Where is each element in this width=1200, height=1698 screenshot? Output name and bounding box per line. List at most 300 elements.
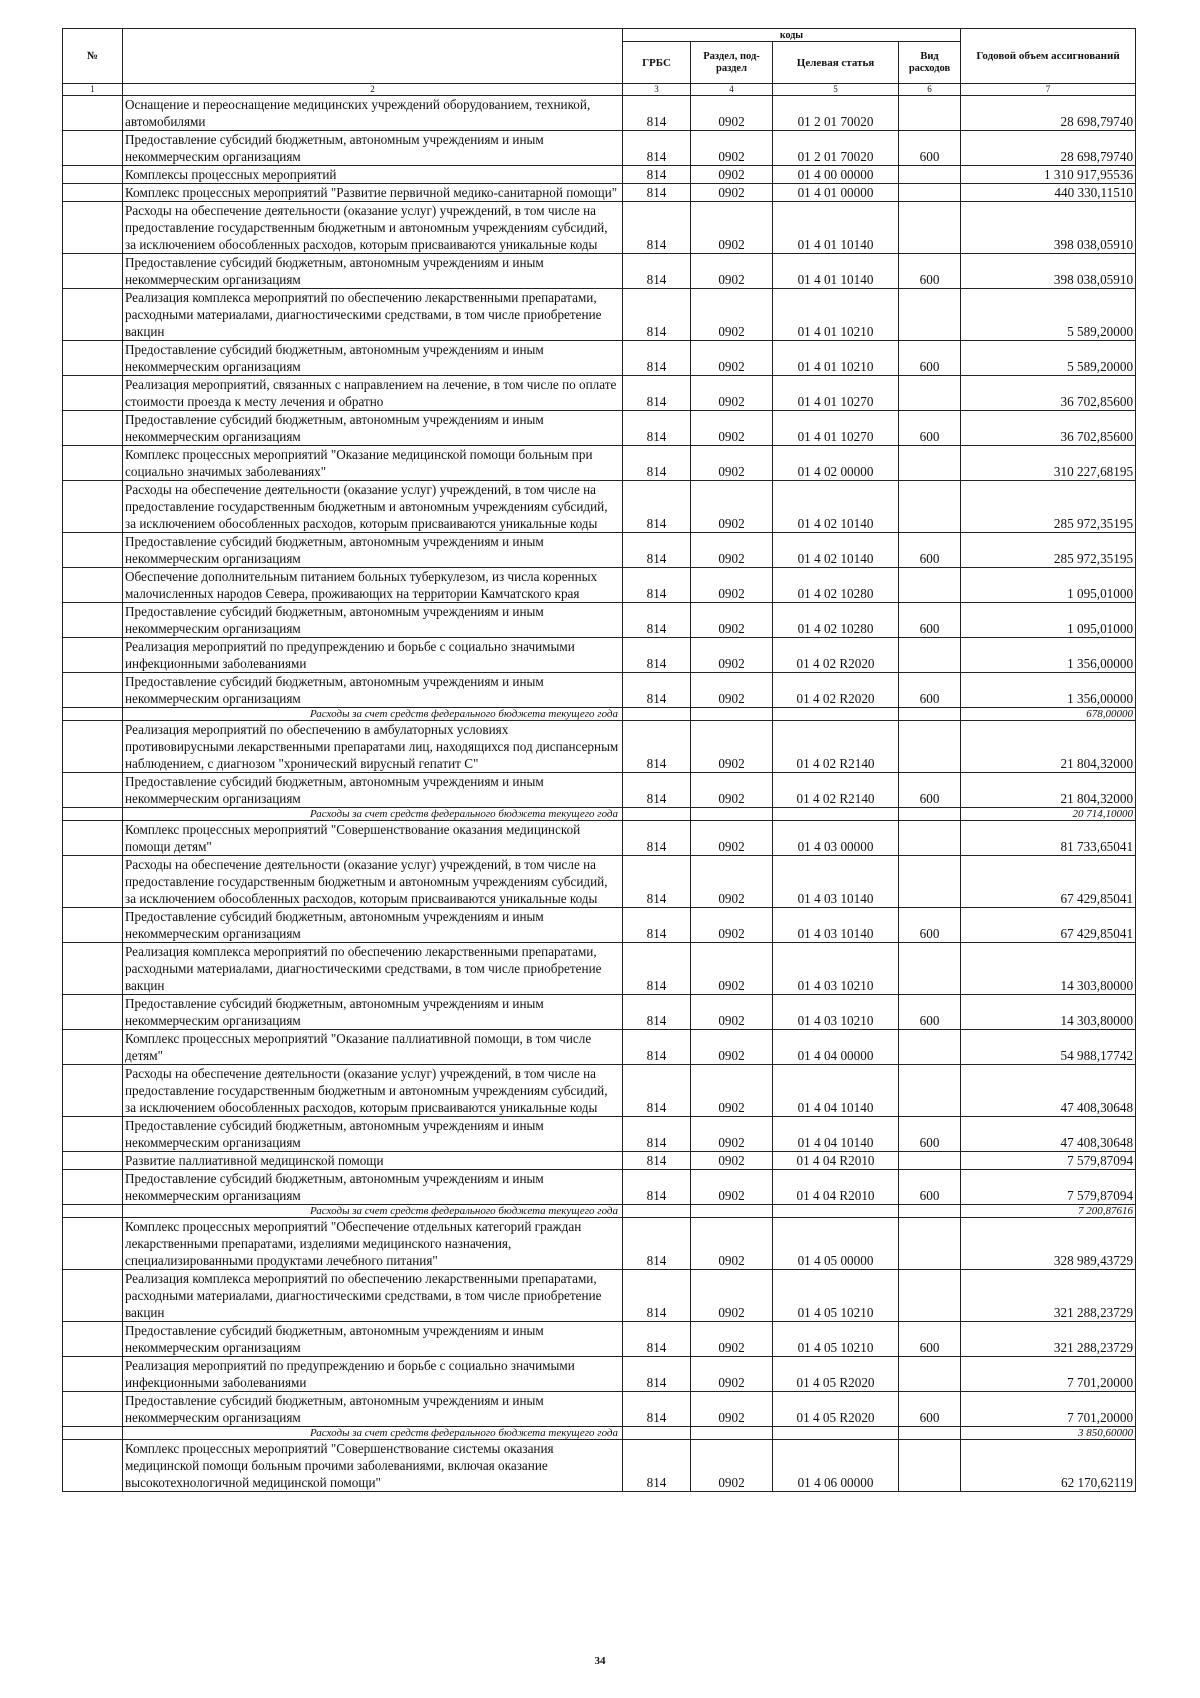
number-cell: [63, 673, 123, 708]
amount-cell: 36 702,85600: [961, 376, 1136, 411]
expense-type-cell: [899, 96, 961, 131]
target-article-cell: [773, 1427, 899, 1440]
number-cell: [63, 1152, 123, 1170]
amount-cell: 678,00000: [961, 708, 1136, 721]
target-article-cell: 01 4 01 10210: [773, 341, 899, 376]
razdel-cell: 0902: [691, 1218, 773, 1270]
table-row: [63, 721, 1136, 773]
expense-type-cell: 600: [899, 411, 961, 446]
grbs-cell: 814: [623, 446, 691, 481]
razdel-cell: [691, 708, 773, 721]
table-row: [63, 1152, 1136, 1170]
grbs-cell: 814: [623, 1357, 691, 1392]
name-cell: Предоставление субсидий бюджетным, автономным учреждениям и иным некоммерческим организациям: [123, 673, 623, 708]
grbs-cell: 814: [623, 1170, 691, 1205]
target-article-cell: 01 4 01 10210: [773, 289, 899, 341]
number-cell: [63, 411, 123, 446]
expense-type-cell: [899, 856, 961, 908]
number-cell: [63, 533, 123, 568]
razdel-cell: 0902: [691, 131, 773, 166]
amount-cell: 7 579,87094: [961, 1152, 1136, 1170]
budget-table: [62, 28, 1136, 1492]
number-cell: [63, 1322, 123, 1357]
table-row: [63, 411, 1136, 446]
razdel-cell: 0902: [691, 673, 773, 708]
razdel-cell: 0902: [691, 202, 773, 254]
table-row: [63, 856, 1136, 908]
number-cell: [63, 254, 123, 289]
grbs-cell: 814: [623, 184, 691, 202]
amount-cell: 7 701,20000: [961, 1357, 1136, 1392]
amount-cell: 67 429,85041: [961, 908, 1136, 943]
razdel-cell: 0902: [691, 603, 773, 638]
number-cell: [63, 1218, 123, 1270]
grbs-cell: 814: [623, 943, 691, 995]
table-row: [63, 1440, 1136, 1492]
expense-type-cell: [899, 166, 961, 184]
amount-cell: 285 972,35195: [961, 533, 1136, 568]
table-row: [63, 821, 1136, 856]
table-row: [63, 773, 1136, 808]
name-cell: Расходы за счет средств федерального бюджета текущего года: [123, 1427, 623, 1440]
expense-type-cell: 600: [899, 1392, 961, 1427]
name-cell: Комплекс процессных мероприятий "Развитие первичной медико-санитарной помощи": [123, 184, 623, 202]
grbs-cell: 814: [623, 568, 691, 603]
name-cell: Расходы за счет средств федерального бюджета текущего года: [123, 708, 623, 721]
number-cell: [63, 708, 123, 721]
number-cell: [63, 603, 123, 638]
grbs-cell: [623, 1427, 691, 1440]
grbs-cell: 814: [623, 638, 691, 673]
grbs-cell: 814: [623, 533, 691, 568]
name-cell: Предоставление субсидий бюджетным, автономным учреждениям и иным некоммерческим организациям: [123, 995, 623, 1030]
target-article-cell: 01 4 05 00000: [773, 1218, 899, 1270]
razdel-cell: 0902: [691, 773, 773, 808]
header-name: [123, 29, 623, 84]
amount-cell: 1 356,00000: [961, 673, 1136, 708]
target-article-cell: 01 4 01 10140: [773, 254, 899, 289]
table-row: [63, 184, 1136, 202]
name-cell: Предоставление субсидий бюджетным, автономным учреждениям и иным некоммерческим организациям: [123, 411, 623, 446]
column-number: 5: [773, 84, 899, 96]
amount-cell: 7 701,20000: [961, 1392, 1136, 1427]
table-row: [63, 341, 1136, 376]
grbs-cell: 814: [623, 773, 691, 808]
razdel-cell: 0902: [691, 254, 773, 289]
table-row: [63, 1322, 1136, 1357]
razdel-cell: 0902: [691, 856, 773, 908]
grbs-cell: 814: [623, 995, 691, 1030]
name-cell: Реализация мероприятий, связанных с направлением на лечение, в том числе по оплате стоимости проезда к месту лечения и обратно: [123, 376, 623, 411]
number-cell: [63, 721, 123, 773]
table-row: [63, 1170, 1136, 1205]
target-article-cell: 01 4 02 R2140: [773, 773, 899, 808]
budget-document: [62, 28, 1135, 1492]
razdel-cell: 0902: [691, 1440, 773, 1492]
number-cell: [63, 131, 123, 166]
razdel-cell: [691, 1205, 773, 1218]
header-number: №: [63, 29, 123, 84]
razdel-cell: 0902: [691, 1322, 773, 1357]
expense-type-cell: [899, 289, 961, 341]
expense-type-cell: 600: [899, 1322, 961, 1357]
name-cell: Предоставление субсидий бюджетным, автономным учреждениям и иным некоммерческим организациям: [123, 1117, 623, 1152]
number-cell: [63, 289, 123, 341]
name-cell: Комплекс процессных мероприятий "Оказание паллиативной помощи, в том числе детям": [123, 1030, 623, 1065]
expense-type-cell: [899, 943, 961, 995]
expense-type-cell: [899, 1030, 961, 1065]
target-article-cell: [773, 808, 899, 821]
amount-cell: 7 579,87094: [961, 1170, 1136, 1205]
number-cell: [63, 1357, 123, 1392]
grbs-cell: 814: [623, 341, 691, 376]
grbs-cell: 814: [623, 131, 691, 166]
grbs-cell: 814: [623, 1392, 691, 1427]
grbs-cell: 814: [623, 1440, 691, 1492]
target-article-cell: 01 4 00 00000: [773, 166, 899, 184]
name-cell: Реализация мероприятий по обеспечению в амбулаторных условиях противовирусными лекарственными препаратами лиц, находящихся под диспансерным наблюдением, с диагнозом "хронический вирусный гепатит С": [123, 721, 623, 773]
amount-cell: 54 988,17742: [961, 1030, 1136, 1065]
razdel-cell: 0902: [691, 376, 773, 411]
amount-cell: 21 804,32000: [961, 721, 1136, 773]
target-article-cell: 01 4 01 10140: [773, 202, 899, 254]
name-cell: Реализация мероприятий по предупреждению и борьбе с социально значимыми инфекционными заболеваниями: [123, 638, 623, 673]
header-expense-type: Вид расходов: [899, 42, 961, 84]
expense-type-cell: [899, 1440, 961, 1492]
column-number: 4: [691, 84, 773, 96]
expense-type-cell: [899, 821, 961, 856]
target-article-cell: 01 2 01 70020: [773, 96, 899, 131]
target-article-cell: 01 4 02 10140: [773, 481, 899, 533]
header-razdel: Раздел, под-раздел: [691, 42, 773, 84]
table-row: [63, 1392, 1136, 1427]
name-cell: Расходы за счет средств федерального бюджета текущего года: [123, 808, 623, 821]
expense-type-cell: [899, 1270, 961, 1322]
number-cell: [63, 96, 123, 131]
razdel-cell: 0902: [691, 1170, 773, 1205]
number-cell: [63, 773, 123, 808]
target-article-cell: 01 4 03 00000: [773, 821, 899, 856]
table-row: [63, 1117, 1136, 1152]
table-row: [63, 943, 1136, 995]
column-number: 2: [123, 84, 623, 96]
grbs-cell: 814: [623, 1117, 691, 1152]
number-cell: [63, 1392, 123, 1427]
expense-type-cell: [899, 708, 961, 721]
grbs-cell: 814: [623, 481, 691, 533]
expense-type-cell: [899, 721, 961, 773]
target-article-cell: 01 4 02 10280: [773, 603, 899, 638]
table-body: [63, 96, 1136, 1492]
razdel-cell: 0902: [691, 821, 773, 856]
grbs-cell: 814: [623, 1065, 691, 1117]
name-cell: Комплекс процессных мероприятий "Совершенствование системы оказания медицинской помощи больным прочими заболеваниями, включая оказание высокотехнологичной медицинской помощи": [123, 1440, 623, 1492]
amount-cell: 1 095,01000: [961, 603, 1136, 638]
number-cell: [63, 1170, 123, 1205]
number-cell: [63, 1030, 123, 1065]
name-cell: Предоставление субсидий бюджетным, автономным учреждениям и иным некоммерческим организациям: [123, 773, 623, 808]
number-cell: [63, 908, 123, 943]
name-cell: Расходы на обеспечение деятельности (оказание услуг) учреждений, в том числе на предоставление государственным бюджетным и автономным учреждениям субсидий, за исключением обособленных расходов, которым присваиваются уникальные коды: [123, 481, 623, 533]
expense-type-cell: 600: [899, 1170, 961, 1205]
target-article-cell: 01 4 04 00000: [773, 1030, 899, 1065]
grbs-cell: 814: [623, 821, 691, 856]
table-row: [63, 673, 1136, 708]
number-cell: [63, 376, 123, 411]
table-row: [63, 1270, 1136, 1322]
expense-type-cell: [899, 376, 961, 411]
razdel-cell: 0902: [691, 1030, 773, 1065]
expense-type-cell: [899, 1152, 961, 1170]
name-cell: Реализация комплекса мероприятий по обеспечению лекарственными препаратами, расходными материалами, диагностическими средствами, в том числе приобретение вакцин: [123, 289, 623, 341]
name-cell: Реализация комплекса мероприятий по обеспечению лекарственными препаратами, расходными материалами, диагностическими средствами, в том числе приобретение вакцин: [123, 943, 623, 995]
expense-type-cell: [899, 808, 961, 821]
grbs-cell: 814: [623, 289, 691, 341]
table-row: [63, 376, 1136, 411]
target-article-cell: 01 4 05 10210: [773, 1322, 899, 1357]
federal-note-row: [63, 808, 1136, 821]
amount-cell: 440 330,11510: [961, 184, 1136, 202]
name-cell: Комплекс процессных мероприятий "Оказание медицинской помощи больным при социально значимых заболеваниях": [123, 446, 623, 481]
expense-type-cell: 600: [899, 908, 961, 943]
expense-type-cell: 600: [899, 254, 961, 289]
razdel-cell: 0902: [691, 446, 773, 481]
target-article-cell: 01 2 01 70020: [773, 131, 899, 166]
amount-cell: 398 038,05910: [961, 202, 1136, 254]
number-cell: [63, 995, 123, 1030]
amount-cell: 47 408,30648: [961, 1065, 1136, 1117]
table-row: [63, 96, 1136, 131]
amount-cell: 7 200,87616: [961, 1205, 1136, 1218]
federal-note-row: [63, 1427, 1136, 1440]
header-codes: коды: [623, 29, 961, 42]
target-article-cell: [773, 1205, 899, 1218]
amount-cell: 398 038,05910: [961, 254, 1136, 289]
header-grbs: ГРБС: [623, 42, 691, 84]
target-article-cell: 01 4 01 10270: [773, 376, 899, 411]
target-article-cell: 01 4 05 R2020: [773, 1357, 899, 1392]
name-cell: Предоставление субсидий бюджетным, автономным учреждениям и иным некоммерческим организациям: [123, 1322, 623, 1357]
target-article-cell: 01 4 01 00000: [773, 184, 899, 202]
razdel-cell: 0902: [691, 1270, 773, 1322]
amount-cell: 28 698,79740: [961, 96, 1136, 131]
number-cell: [63, 808, 123, 821]
target-article-cell: 01 4 02 R2020: [773, 673, 899, 708]
number-cell: [63, 1117, 123, 1152]
grbs-cell: 814: [623, 376, 691, 411]
razdel-cell: 0902: [691, 721, 773, 773]
target-article-cell: [773, 708, 899, 721]
name-cell: Комплекс процессных мероприятий "Обеспечение отдельных категорий граждан лекарственными препаратами, изделиями медицинского назначения, специализированными продуктами лечебного питания": [123, 1218, 623, 1270]
name-cell: Расходы на обеспечение деятельности (оказание услуг) учреждений, в том числе на предоставление государственным бюджетным и автономным учреждениям субсидий, за исключением обособленных расходов, которым присваиваются уникальные коды: [123, 1065, 623, 1117]
amount-cell: 5 589,20000: [961, 341, 1136, 376]
expense-type-cell: [899, 1065, 961, 1117]
amount-cell: 14 303,80000: [961, 943, 1136, 995]
header-target-article: Целевая статья: [773, 42, 899, 84]
razdel-cell: 0902: [691, 1117, 773, 1152]
target-article-cell: 01 4 03 10210: [773, 995, 899, 1030]
expense-type-cell: 600: [899, 1117, 961, 1152]
column-numbers-row: [63, 84, 1136, 96]
column-number: 7: [961, 84, 1136, 96]
grbs-cell: 814: [623, 856, 691, 908]
amount-cell: 21 804,32000: [961, 773, 1136, 808]
expense-type-cell: [899, 638, 961, 673]
federal-note-row: [63, 708, 1136, 721]
expense-type-cell: [899, 1205, 961, 1218]
number-cell: [63, 568, 123, 603]
grbs-cell: 814: [623, 96, 691, 131]
target-article-cell: 01 4 03 10140: [773, 856, 899, 908]
razdel-cell: 0902: [691, 1392, 773, 1427]
table-row: [63, 131, 1136, 166]
razdel-cell: 0902: [691, 341, 773, 376]
razdel-cell: 0902: [691, 1152, 773, 1170]
number-cell: [63, 1205, 123, 1218]
number-cell: [63, 856, 123, 908]
razdel-cell: 0902: [691, 289, 773, 341]
amount-cell: 81 733,65041: [961, 821, 1136, 856]
number-cell: [63, 638, 123, 673]
amount-cell: 62 170,62119: [961, 1440, 1136, 1492]
name-cell: Оснащение и переоснащение медицинских учреждений оборудованием, техникой, автомобилями: [123, 96, 623, 131]
federal-note-row: [63, 1205, 1136, 1218]
table-row: [63, 995, 1136, 1030]
razdel-cell: 0902: [691, 411, 773, 446]
amount-cell: 285 972,35195: [961, 481, 1136, 533]
razdel-cell: 0902: [691, 166, 773, 184]
column-number: 3: [623, 84, 691, 96]
grbs-cell: 814: [623, 721, 691, 773]
name-cell: Обеспечение дополнительным питанием больных туберкулезом, из числа коренных малочисленных народов Севера, проживающих на территории Камчатского края: [123, 568, 623, 603]
amount-cell: 28 698,79740: [961, 131, 1136, 166]
target-article-cell: 01 4 02 10140: [773, 533, 899, 568]
amount-cell: 3 850,60000: [961, 1427, 1136, 1440]
razdel-cell: 0902: [691, 1065, 773, 1117]
number-cell: [63, 1427, 123, 1440]
amount-cell: 14 303,80000: [961, 995, 1136, 1030]
amount-cell: 36 702,85600: [961, 411, 1136, 446]
name-cell: Комплекс процессных мероприятий "Совершенствование оказания медицинской помощи детям": [123, 821, 623, 856]
name-cell: Расходы на обеспечение деятельности (оказание услуг) учреждений, в том числе на предоставление государственным бюджетным и автономным учреждениям субсидий, за исключением обособленных расходов, которым присваиваются уникальные коды: [123, 856, 623, 908]
expense-type-cell: [899, 1427, 961, 1440]
razdel-cell: [691, 808, 773, 821]
table-row: [63, 166, 1136, 184]
table-row: [63, 254, 1136, 289]
name-cell: Предоставление субсидий бюджетным, автономным учреждениям и иным некоммерческим организациям: [123, 1170, 623, 1205]
razdel-cell: 0902: [691, 1357, 773, 1392]
name-cell: Реализация мероприятий по предупреждению и борьбе с социально значимыми инфекционными заболеваниями: [123, 1357, 623, 1392]
table-row: [63, 533, 1136, 568]
grbs-cell: 814: [623, 254, 691, 289]
number-cell: [63, 1440, 123, 1492]
target-article-cell: 01 4 05 10210: [773, 1270, 899, 1322]
name-cell: Предоставление субсидий бюджетным, автономным учреждениям и иным некоммерческим организациям: [123, 341, 623, 376]
target-article-cell: 01 4 02 R2020: [773, 638, 899, 673]
amount-cell: 310 227,68195: [961, 446, 1136, 481]
grbs-cell: 814: [623, 1152, 691, 1170]
expense-type-cell: [899, 481, 961, 533]
number-cell: [63, 1270, 123, 1322]
column-number: 1: [63, 84, 123, 96]
target-article-cell: 01 4 02 10280: [773, 568, 899, 603]
target-article-cell: 01 4 04 10140: [773, 1117, 899, 1152]
page-number: 34: [594, 1655, 606, 1667]
expense-type-cell: [899, 202, 961, 254]
amount-cell: 1 095,01000: [961, 568, 1136, 603]
grbs-cell: 814: [623, 166, 691, 184]
number-cell: [63, 202, 123, 254]
column-number: 6: [899, 84, 961, 96]
expense-type-cell: [899, 1357, 961, 1392]
razdel-cell: [691, 1427, 773, 1440]
amount-cell: 321 288,23729: [961, 1322, 1136, 1357]
target-article-cell: 01 4 02 R2140: [773, 721, 899, 773]
razdel-cell: 0902: [691, 908, 773, 943]
grbs-cell: 814: [623, 673, 691, 708]
table-row: [63, 603, 1136, 638]
grbs-cell: 814: [623, 1030, 691, 1065]
expense-type-cell: 600: [899, 995, 961, 1030]
target-article-cell: 01 4 03 10140: [773, 908, 899, 943]
target-article-cell: 01 4 04 R2010: [773, 1152, 899, 1170]
grbs-cell: [623, 708, 691, 721]
table-row: [63, 638, 1136, 673]
razdel-cell: 0902: [691, 96, 773, 131]
razdel-cell: 0902: [691, 943, 773, 995]
target-article-cell: 01 4 03 10210: [773, 943, 899, 995]
name-cell: Предоставление субсидий бюджетным, автономным учреждениям и иным некоммерческим организациям: [123, 603, 623, 638]
razdel-cell: 0902: [691, 481, 773, 533]
grbs-cell: 814: [623, 202, 691, 254]
amount-cell: 321 288,23729: [961, 1270, 1136, 1322]
table-row: [63, 908, 1136, 943]
razdel-cell: 0902: [691, 533, 773, 568]
name-cell: Предоставление субсидий бюджетным, автономным учреждениям и иным некоммерческим организациям: [123, 1392, 623, 1427]
amount-cell: 328 989,43729: [961, 1218, 1136, 1270]
name-cell: Предоставление субсидий бюджетным, автономным учреждениям и иным некоммерческим организациям: [123, 908, 623, 943]
number-cell: [63, 446, 123, 481]
table-row: [63, 1357, 1136, 1392]
name-cell: Предоставление субсидий бюджетным, автономным учреждениям и иным некоммерческим организациям: [123, 131, 623, 166]
number-cell: [63, 184, 123, 202]
table-row: [63, 568, 1136, 603]
grbs-cell: 814: [623, 603, 691, 638]
name-cell: Предоставление субсидий бюджетным, автономным учреждениям и иным некоммерческим организациям: [123, 533, 623, 568]
expense-type-cell: [899, 1218, 961, 1270]
table-row: [63, 1065, 1136, 1117]
grbs-cell: [623, 1205, 691, 1218]
target-article-cell: 01 4 06 00000: [773, 1440, 899, 1492]
expense-type-cell: 600: [899, 773, 961, 808]
expense-type-cell: 600: [899, 673, 961, 708]
grbs-cell: 814: [623, 1270, 691, 1322]
number-cell: [63, 166, 123, 184]
number-cell: [63, 821, 123, 856]
grbs-cell: 814: [623, 1322, 691, 1357]
number-cell: [63, 341, 123, 376]
amount-cell: 20 714,10000: [961, 808, 1136, 821]
amount-cell: 47 408,30648: [961, 1117, 1136, 1152]
expense-type-cell: 600: [899, 131, 961, 166]
razdel-cell: 0902: [691, 184, 773, 202]
expense-type-cell: [899, 184, 961, 202]
expense-type-cell: 600: [899, 341, 961, 376]
table-row: [63, 1218, 1136, 1270]
razdel-cell: 0902: [691, 638, 773, 673]
razdel-cell: 0902: [691, 568, 773, 603]
grbs-cell: 814: [623, 411, 691, 446]
